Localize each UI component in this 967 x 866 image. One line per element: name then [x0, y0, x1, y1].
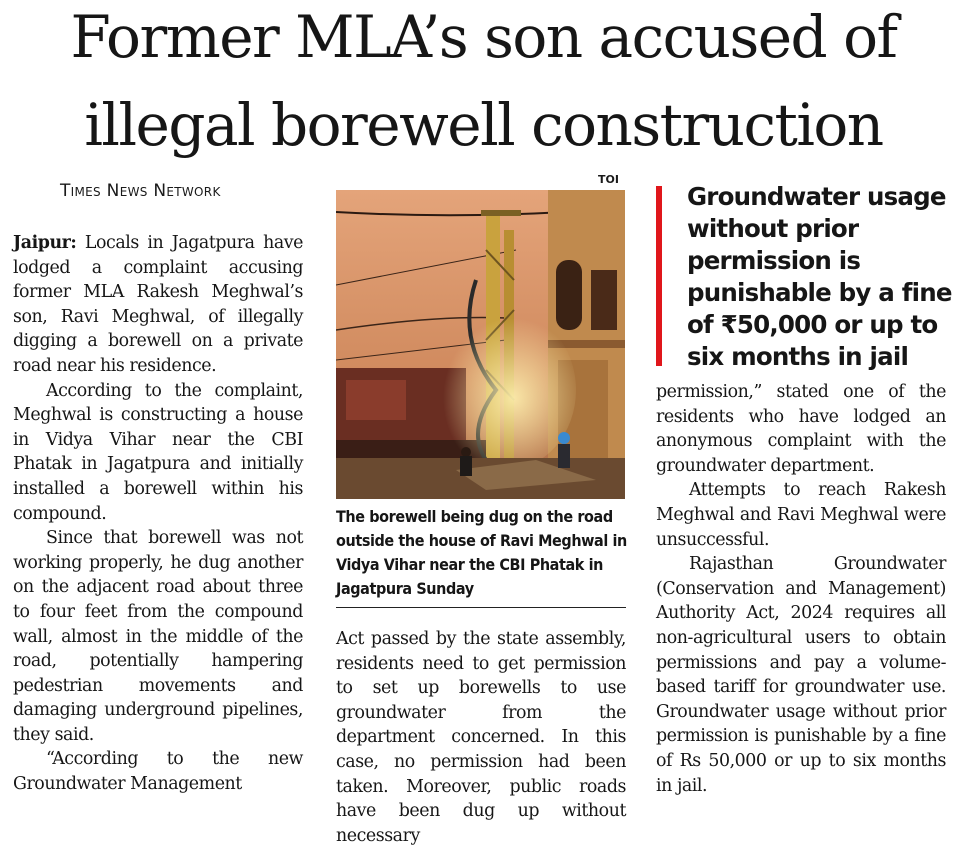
borewell-photo — [336, 190, 625, 499]
article-paragraph: Rajasthan Groundwater (Conservation and Management) Authority Act, 2024 requires all non-agricultural users to obtain permissions and pay a volume-based tariff for groundwater use. Groundwater usage without prior permission is punishable by a fine of Rs 50,000 or up to six months in jail. — [656, 554, 946, 796]
photo-credit: TOI — [598, 173, 619, 186]
article-paragraph: Since that borewell was not working properly, he dug another on the adjacent road about three to four feet from the compound wall, almost in the middle of the road, potentially hampering pedestrian movements and damaging underground pipelines, they said. — [13, 528, 303, 745]
article-paragraph: Attempts to reach Rakesh Meghwal and Ravi Meghwal were unsuccessful. — [656, 480, 946, 550]
borewell-photo-illustration — [336, 190, 625, 499]
caption-divider — [336, 607, 626, 608]
article-paragraph — [13, 231, 303, 379]
article-paragraph: According to the complaint, Meghwal is constructing a house in Vidya Vihar near the CBI Phatak in Jagatpura and initially installed a borewell within his compound. — [13, 380, 303, 524]
article-paragraph: “According to the new Groundwater Management — [13, 749, 303, 795]
headline-line-2: illegal borewell construction — [84, 91, 883, 159]
article-column-2 — [336, 627, 626, 848]
pullquote-accent-bar — [656, 186, 662, 366]
article-paragraph: Act passed by the state assembly, residents need to get permission to set up borewells to use groundwater from the department concerned. In this case, no permission had been taken. Moreover, public roads have been dug up without necessary — [336, 629, 626, 846]
article-paragraph-text: Locals in Jagatpura have lodged a complaint accusing former MLA Rakesh Meghwal’s son, Ravi Meghwal, of illegally digging a borewell on a private road near his residence. — [13, 233, 304, 376]
article-paragraph: permission,” stated one of the residents who have lodged an anonymous complaint with the groundwater department. — [656, 382, 946, 476]
headline-line-1: Former MLA’s son accused of — [70, 3, 897, 71]
pullquote: Groundwater usage without prior permission is punishable by a fine of ₹50,000 or up to six months in jail — [687, 182, 952, 371]
article-column-3 — [656, 380, 946, 798]
photo-caption: The borewell being dug on the road outside the house of Ravi Meghwal in Vidya Vihar near the CBI Phatak in Jagatpura Sunday — [336, 507, 627, 598]
dateline: Jaipur: — [13, 233, 77, 253]
article-column-1 — [13, 231, 303, 797]
byline: Times News Network — [60, 181, 221, 201]
